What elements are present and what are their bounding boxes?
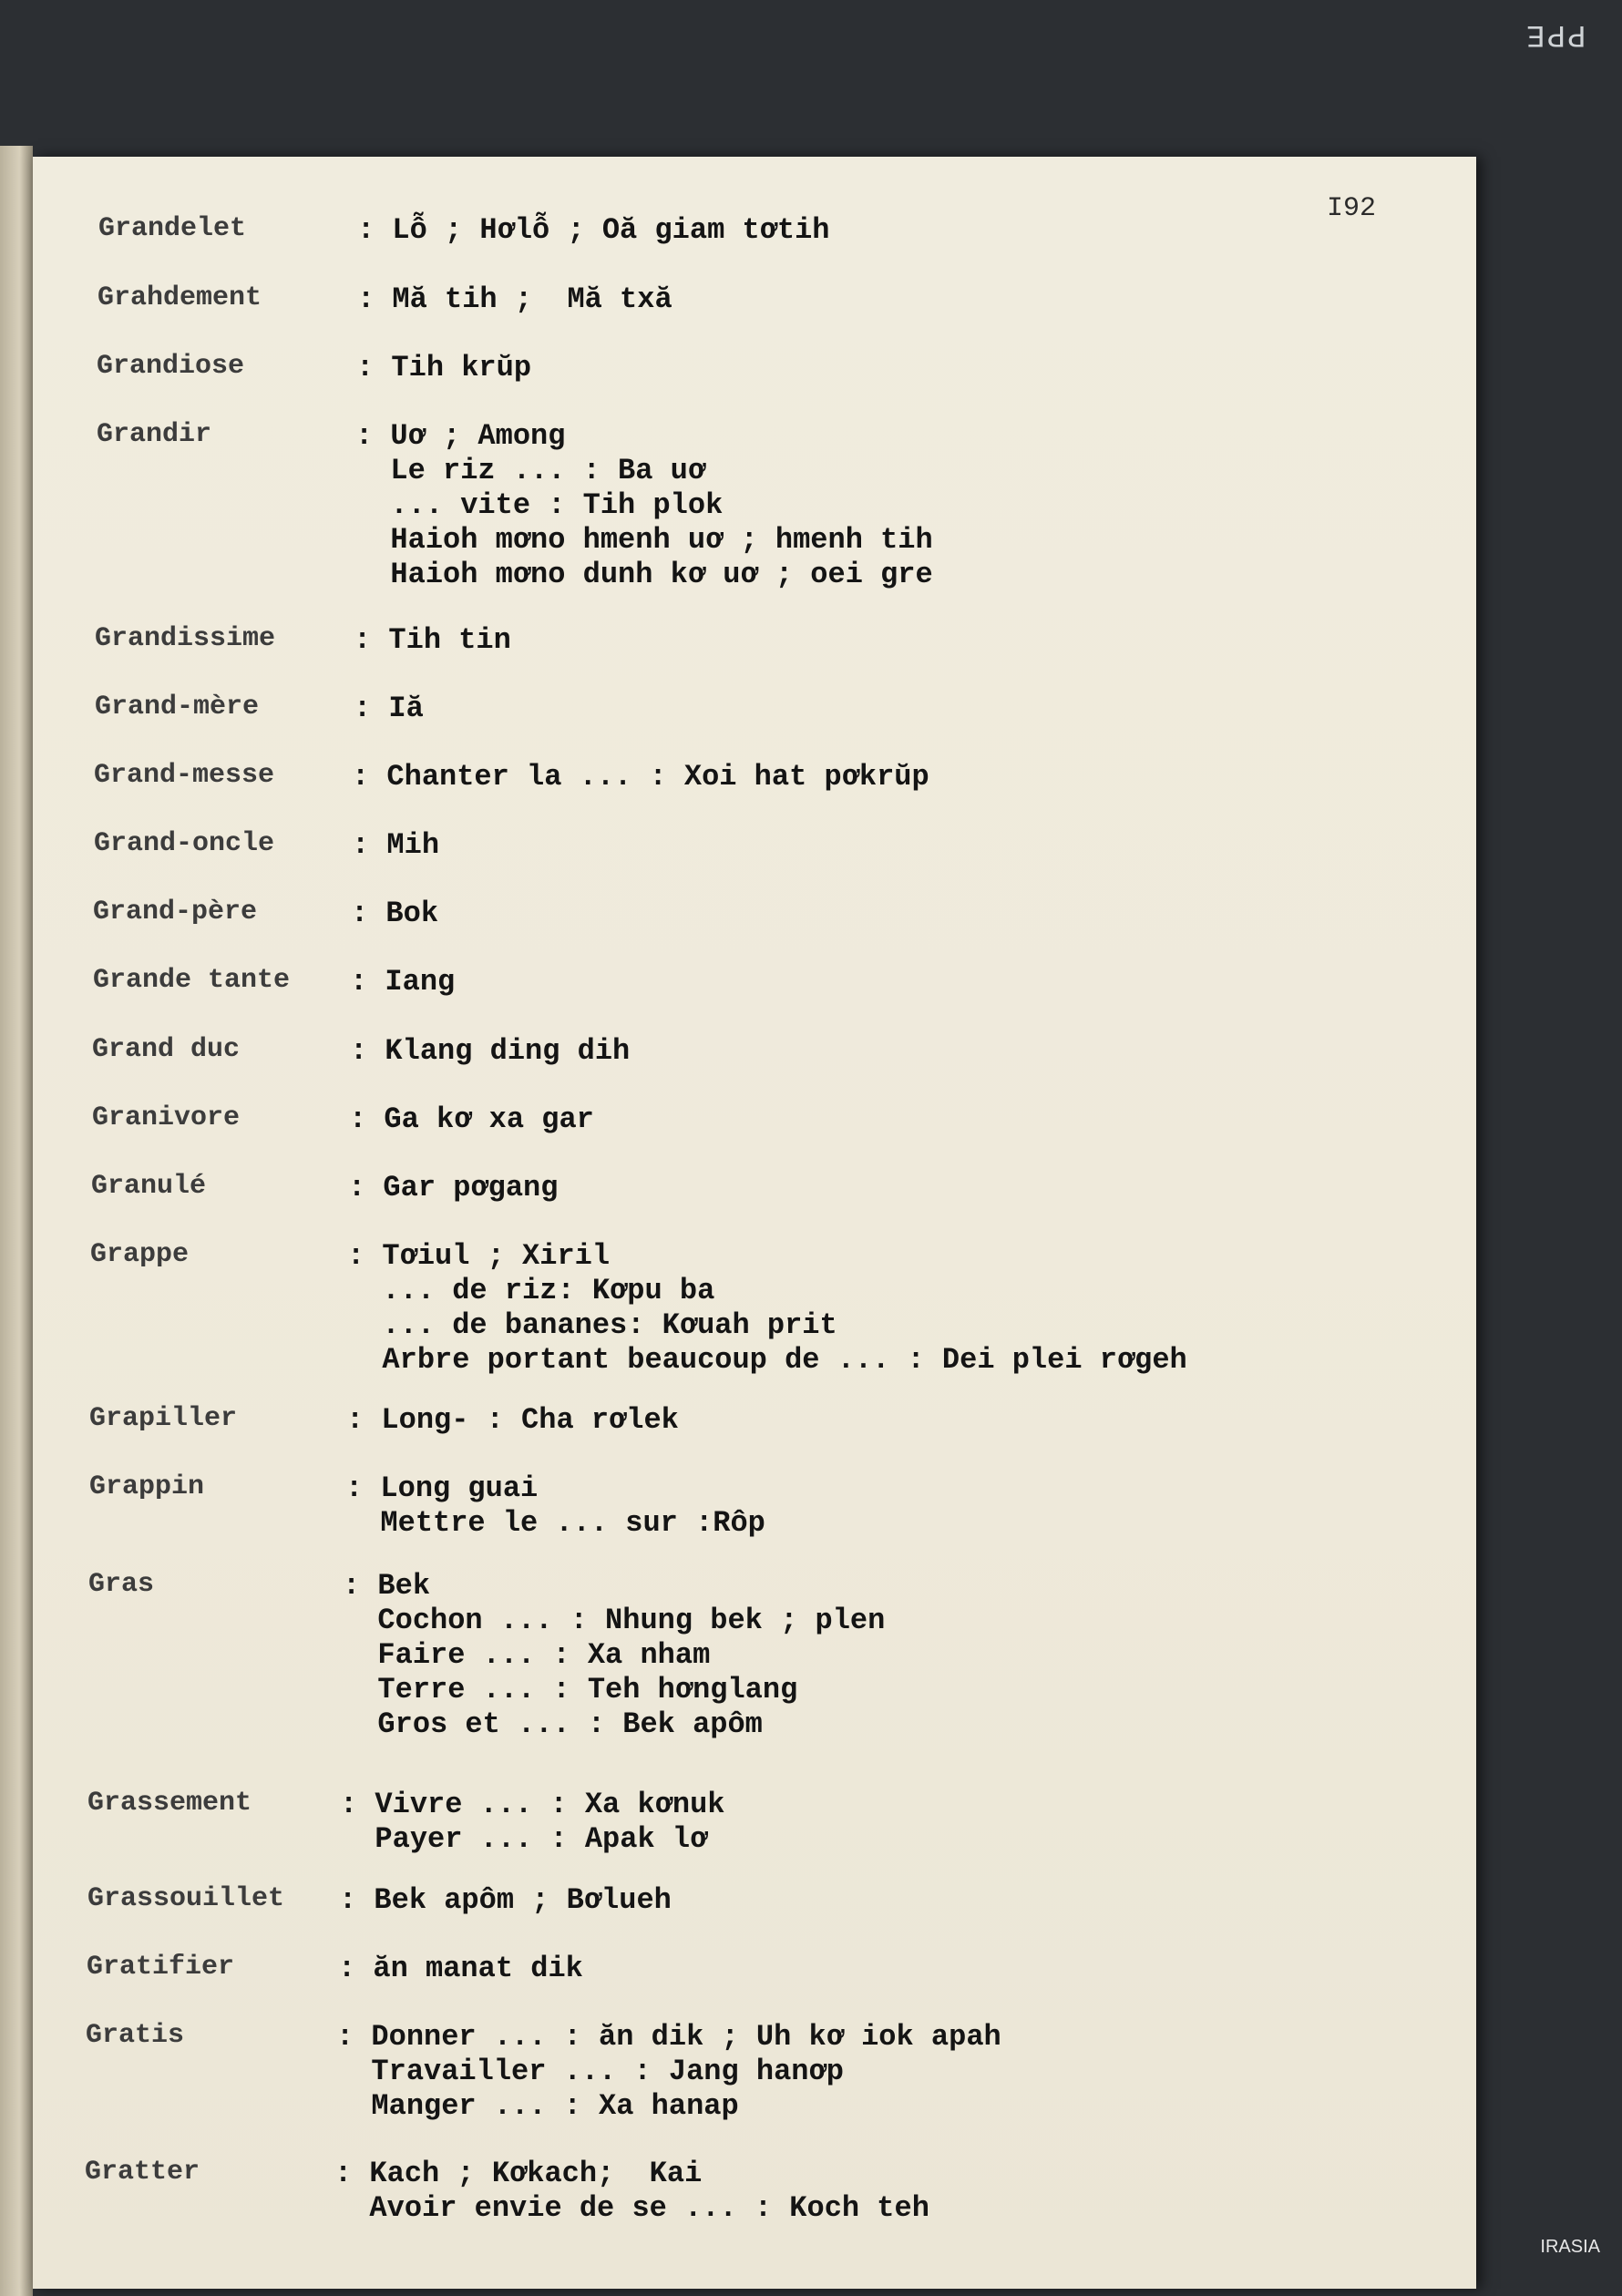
entry-headword: Grandir (97, 419, 212, 450)
definition-line: Travailler ... : Jang hanơp (336, 2055, 844, 2088)
entry-headword: Grand-oncle (94, 828, 275, 859)
definition-line: : Tih tin (354, 623, 511, 657)
definition-line: Haioh mơno hmenh uơ ; hmenh tih (355, 523, 933, 557)
definition-line: Le riz ... : Ba uơ (355, 454, 706, 487)
definition-line: : Long guai (345, 1471, 539, 1505)
definition-line: Avoir envie de se ... : Koch teh (334, 2191, 929, 2225)
entry-headword: Granivore (92, 1102, 241, 1133)
definition-line: Haioh mơno dunh kơ uơ ; oei gre (355, 558, 933, 591)
definition-line: : Donner ... : ăn dik ; Uh kơ iok apah (336, 2020, 1001, 2054)
definition-line: : Klang ding dih (350, 1034, 631, 1068)
definition-line: : Kach ; Kơkach; Kai (334, 2157, 703, 2190)
entry-definition (340, 1788, 724, 1857)
entry-headword: Grappin (89, 1471, 205, 1502)
entry-headword: Grassement (87, 1788, 252, 1819)
definition-line: : Iang (350, 965, 456, 999)
entry-headword: Granulé (91, 1171, 207, 1202)
definition-line: Manger ... : Xa hanap (336, 2089, 739, 2123)
definition-line: Arbre portant beaucoup de ... : Dei plei rơgeh (347, 1343, 1187, 1377)
entry-headword: Grassouillet (87, 1883, 285, 1914)
definition-line: Cochon ... : Nhung bek ; plen (343, 1604, 886, 1637)
definition-line: ... vite : Tih plok (355, 488, 724, 522)
definition-line: Mettre le ... sur :Rôp (345, 1506, 765, 1540)
definition-line: Terre ... : Teh hơnglang (343, 1673, 798, 1707)
entry-definition (357, 213, 829, 248)
entry-definition (343, 1569, 885, 1742)
entry-definition (346, 1403, 679, 1438)
entry-headword: Grappe (90, 1239, 190, 1270)
entry-headword: Grand duc (92, 1034, 241, 1065)
definition-line: Payer ... : Apak lơ (340, 1822, 708, 1856)
definition-line: : Lỗ ; Hơlỗ ; Oă giam tơtih (357, 213, 830, 247)
entry-definition (345, 1471, 765, 1541)
entry-definition (357, 282, 672, 317)
definition-line: : Mih (352, 828, 440, 862)
definition-line: Faire ... : Xa nham (343, 1638, 711, 1672)
definition-line: : Uơ ; Among (355, 419, 566, 453)
entry-headword: Grand-messe (94, 760, 275, 791)
entry-headword: Grandissime (95, 623, 276, 654)
entry-definition (352, 828, 439, 863)
entry-headword: Grand-mère (95, 692, 260, 723)
entry-headword: Grandelet (98, 213, 247, 244)
definition-line: : Bek apôm ; Bơlueh (339, 1883, 672, 1917)
definition-line: ... de bananes: Kơuah prit (347, 1308, 837, 1342)
entry-definition (356, 351, 531, 385)
entry-definition (338, 1952, 583, 1986)
entry-headword: Gratter (85, 2157, 200, 2188)
definition-line: : Iă (354, 692, 424, 725)
definition-line: : Vivre ... : Xa kơnuk (340, 1788, 725, 1821)
entry-definition (354, 692, 424, 726)
entry-headword: Gras (88, 1569, 155, 1600)
entry-headword: Grandiose (97, 351, 245, 382)
watermark: IRASIA (1540, 2237, 1600, 2257)
definition-line: : Mă tih ; Mă txă (357, 282, 672, 316)
entry-headword: Grande tante (93, 965, 291, 996)
left-page-edge (0, 146, 33, 2296)
definition-line: : Tơiul ; Xiril (347, 1239, 611, 1273)
definition-line: ... de riz: Kơpu ba (347, 1274, 715, 1307)
entry-definition (354, 623, 511, 658)
entry-headword: Grand-père (93, 897, 258, 928)
definition-line: : Ga kơ xa gar (349, 1102, 594, 1136)
definition-line: : Tih krŭp (356, 351, 532, 384)
entry-definition (351, 897, 438, 931)
definition-line: : ăn manat dik (338, 1952, 583, 1985)
entry-headword: Grahdement (98, 282, 262, 313)
entry-definition (350, 1034, 630, 1069)
entry-list (33, 157, 1476, 2289)
entry-definition (355, 419, 933, 592)
entry-definition (348, 1171, 558, 1205)
entry-definition (350, 965, 455, 999)
entry-definition (334, 2157, 929, 2226)
entry-definition (352, 760, 929, 794)
definition-line: : Bek (343, 1569, 431, 1603)
entry-definition (336, 2020, 1001, 2124)
corner-mark: PPE (1524, 16, 1586, 51)
definition-line: : Gar pơgang (348, 1171, 559, 1204)
definition-line: : Long- : Cha rơlek (346, 1403, 679, 1437)
dictionary-page (33, 157, 1476, 2289)
definition-line: : Chanter la ... : Xoi hat pơkrŭp (352, 760, 929, 794)
definition-line: Gros et ... : Bek apôm (343, 1707, 763, 1741)
definition-line: : Bok (351, 897, 439, 930)
entry-headword: Gratis (86, 2020, 185, 2051)
entry-definition (339, 1883, 672, 1918)
entry-definition (347, 1239, 1187, 1378)
page-number: I92 (1326, 193, 1376, 224)
entry-definition (349, 1102, 594, 1137)
entry-headword: Gratifier (87, 1952, 235, 1983)
entry-headword: Grapiller (89, 1403, 238, 1434)
